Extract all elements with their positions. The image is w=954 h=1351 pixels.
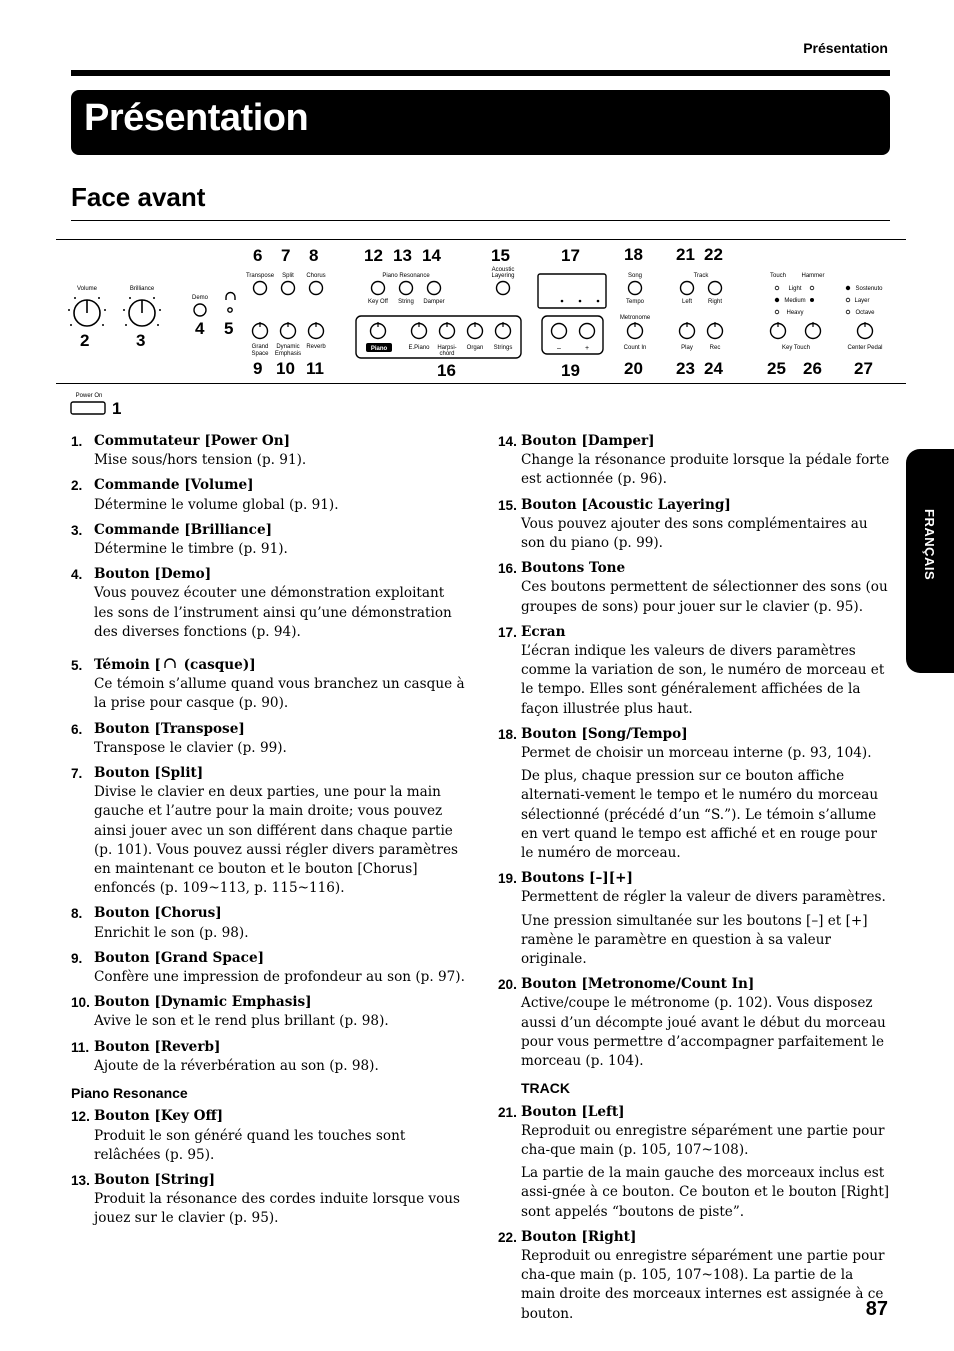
label-metronome: Metronome: [619, 315, 651, 321]
label-transpose: Transpose: [245, 273, 275, 279]
label-center-pedal: Center Pedal: [847, 345, 883, 351]
page-title: Présentation: [84, 97, 309, 139]
list-item: 21. Bouton [Left] Reproduit ou enregistre séparément une partie pour cha-que main (p. 105, 107~108). La partie de la main gauche des morceaux inclus est assi-gnée à ce bouton. Ce bouton et le bouton [Right] sont appelés “boutons de piste”.: [498, 1103, 890, 1220]
callout-3: 3: [136, 331, 146, 350]
callout-11: 11: [306, 359, 324, 378]
callout-13: 13: [393, 246, 412, 265]
demo-button: [194, 304, 206, 316]
label-dynamic-2: Emphasis: [274, 351, 302, 357]
list-item: 3. Commande [Brilliance] Détermine le timbre (p. 91).: [71, 521, 288, 558]
label-heavy: Heavy: [786, 310, 804, 316]
callout-16: 16: [437, 361, 456, 380]
label-string: String: [398, 299, 414, 305]
callout-26: 26: [803, 359, 822, 378]
list-item: 1. Commutateur [Power On] Mise sous/hors tension (p. 91).: [71, 433, 307, 469]
list-item: 6. Bouton [Transpose] Transpose le clavier (p. 99).: [71, 720, 287, 756]
label-count-in: Count In: [623, 345, 647, 351]
label-play: Play: [681, 345, 693, 351]
plus-label: +: [584, 345, 590, 352]
label-strings: Strings: [493, 345, 513, 351]
list-item: 17. Ecran L’écran indique les valeurs de divers paramètres comme la variation de son, le numéro de morceau et le tempo. Elles sont généralement affichées de la façon illustrée plus haut.: [498, 623, 885, 717]
callout-24: 24: [704, 359, 723, 378]
callout-14: 14: [422, 246, 441, 265]
headphone-indicator: [228, 308, 232, 312]
callout-20: 20: [624, 359, 643, 378]
callout-6: 6: [253, 246, 263, 265]
label-acoustic-2: Layering: [491, 273, 515, 279]
callout-15: 15: [491, 246, 510, 265]
running-header: Présentation: [803, 40, 888, 56]
callout-12: 12: [364, 246, 383, 265]
list-item: 2. Commande [Volume] Détermine le volume global (p. 91).: [71, 477, 339, 513]
label-brilliance: Brilliance: [129, 286, 155, 292]
callout-19: 19: [561, 361, 580, 380]
label-hammer: Hammer: [801, 273, 825, 279]
label-reverb: Reverb: [306, 344, 326, 350]
label-power-on: Power On: [75, 393, 103, 399]
label-demo: Demo: [191, 295, 209, 301]
label-key-touch: Key Touch: [782, 345, 810, 351]
label-touch: Touch: [769, 273, 787, 279]
section-title: Face avant: [71, 182, 206, 212]
left-column: [71, 432, 466, 1235]
callout-1: 1: [112, 399, 122, 418]
language-tab: FRANÇAIS: [906, 449, 954, 673]
callout-25: 25: [767, 359, 786, 378]
label-grand-2: Space: [251, 351, 269, 357]
list-item: 13. Bouton [String] Produit la résonance des cordes induite lorsque vous jouez sur le clavier (p. 95).: [71, 1171, 461, 1227]
label-track: Track: [693, 273, 709, 279]
list-item: 15. Bouton [Acoustic Layering] Vous pouvez ajouter des sons complémentaires au son du piano (p. 99).: [498, 496, 868, 552]
list-item: 4. Bouton [Demo] Vous pouvez écouter une démonstration exploitant les sons de l’instrument ainsi qu’une démonstration des diverses fonctions (p. 94).: [71, 566, 452, 640]
callout-2: 2: [80, 331, 90, 350]
track-heading: TRACK: [521, 1080, 570, 1097]
callout-22: 22: [704, 245, 723, 264]
label-octave: Octave: [855, 310, 875, 316]
label-harpsi-1: Harpsi-: [437, 345, 457, 351]
label-piano-resonance: Piano Resonance: [382, 273, 430, 279]
label-right: Right: [707, 299, 723, 305]
list-item: 8. Bouton [Chorus] Enrichit le son (p. 98).: [71, 905, 249, 941]
callout-4: 4: [195, 319, 205, 338]
list-item: 18. Bouton [Song/Tempo] Permet de choisir un morceau interne (p. 93, 104). De plus, chaque pression sur ce bouton affiche alternati-vement le tempo et le numéro du morceau sélectionné (précédé d’un “S.”). Le témoin s’allume en vert quand le tempo est affiché et en rouge pour le numéro de morceau.: [498, 725, 879, 862]
label-split: Split: [282, 273, 294, 279]
label-volume: Volume: [76, 286, 98, 292]
label-left: Left: [681, 299, 693, 305]
callout-18: 18: [624, 245, 643, 264]
minus-label: –: [557, 345, 561, 352]
label-grand-1: Grand: [251, 344, 269, 350]
callout-27: 27: [854, 359, 873, 378]
label-layer: Layer: [854, 298, 870, 304]
label-damper: Damper: [423, 299, 445, 305]
list-item: 5. Témoin [ (casque)] Ce témoin s’allume quand vous branchez un casque à la prise pour casque (p. 90).: [71, 657, 465, 712]
list-item: 9. Bouton [Grand Space] Confère une impression de profondeur au son (p. 97).: [71, 949, 465, 986]
list-item: 22. Bouton [Right] Reproduit ou enregistre séparément une partie pour cha-que main (p. 105, 107~108). La partie de la main droite des morceaux internes est assignée à ce bouton.: [498, 1228, 885, 1322]
callout-8: 8: [309, 246, 319, 265]
callout-10: 10: [276, 359, 295, 378]
list-item: 19. Boutons [–][+] Permettent de régler la valeur de divers paramètres. Une pression simultanée sur les boutons [–] et [+] ramène le paramètre en question à sa valeur originale.: [498, 870, 886, 968]
headphones-icon: [163, 657, 177, 670]
label-tempo: Tempo: [625, 299, 645, 305]
callout-9: 9: [253, 359, 263, 378]
label-chorus: Chorus: [306, 273, 326, 279]
list-item: 10. Bouton [Dynamic Emphasis] Avive le son et le rend plus brillant (p. 98).: [71, 994, 389, 1030]
label-key-off: Key Off: [368, 299, 388, 305]
label-medium: Medium: [784, 298, 806, 304]
list-item: 11. Bouton [Reverb] Ajoute de la réverbération au son (p. 98).: [71, 1038, 379, 1074]
label-light: Light: [788, 286, 802, 292]
headphones-icon: [226, 293, 235, 301]
label-song: Song: [627, 273, 643, 279]
label-dynamic-1: Dynamic: [276, 344, 300, 350]
label-piano: Piano: [370, 346, 388, 352]
label-harpsi-2: chord: [439, 351, 455, 357]
right-column: [498, 432, 890, 1330]
label-organ: Organ: [466, 345, 484, 351]
label-sostenuto: Sostenuto: [855, 286, 883, 292]
list-item: 7. Bouton [Split] Divise le clavier en deux parties, une pour la main gauche et l’autre pour la main droite; vous pouvez ainsi jouer avec un son différent dans chaque partie (p. 101). Vous pouvez aussi régler divers paramètres en maintenant ce bouton et le bouton [Chorus] enfoncés (p. 109~113, p. 115~116).: [71, 765, 459, 897]
power-on-switch: [71, 402, 105, 414]
label-rec: Rec: [709, 345, 721, 351]
callout-17: 17: [561, 246, 580, 265]
list-item: 12. Bouton [Key Off] Produit le son généré quand les touches sont relâchées (p. 95).: [71, 1108, 406, 1163]
list-item: 20. Bouton [Metronome/Count In] Active/coupe le métronome (p. 102). Vous disposez aussi d’un décompte joué avant le début du morceau pour vous permettre d’accompagner parfaitement le morceau (p. 104).: [498, 976, 886, 1070]
callout-7: 7: [281, 246, 291, 265]
label-acoustic-1: Acoustic: [491, 267, 515, 273]
piano-resonance-heading: Piano Resonance: [71, 1085, 188, 1102]
page-number: 87: [865, 1298, 888, 1320]
callout-5: 5: [224, 319, 234, 338]
callout-21: 21: [676, 245, 695, 264]
list-item: 16. Boutons Tone Ces boutons permettent de sélectionner des sons (ou groupes de sons) pour jouer sur le clavier (p. 95).: [498, 560, 888, 615]
front-panel-diagram: [0, 0, 954, 430]
label-eplano: E.Piano: [408, 345, 430, 351]
list-item: 14. Bouton [Damper] Change la résonance produite lorsque la pédale forte est actionnée (p. 96).: [498, 433, 890, 488]
callout-23: 23: [676, 359, 695, 378]
